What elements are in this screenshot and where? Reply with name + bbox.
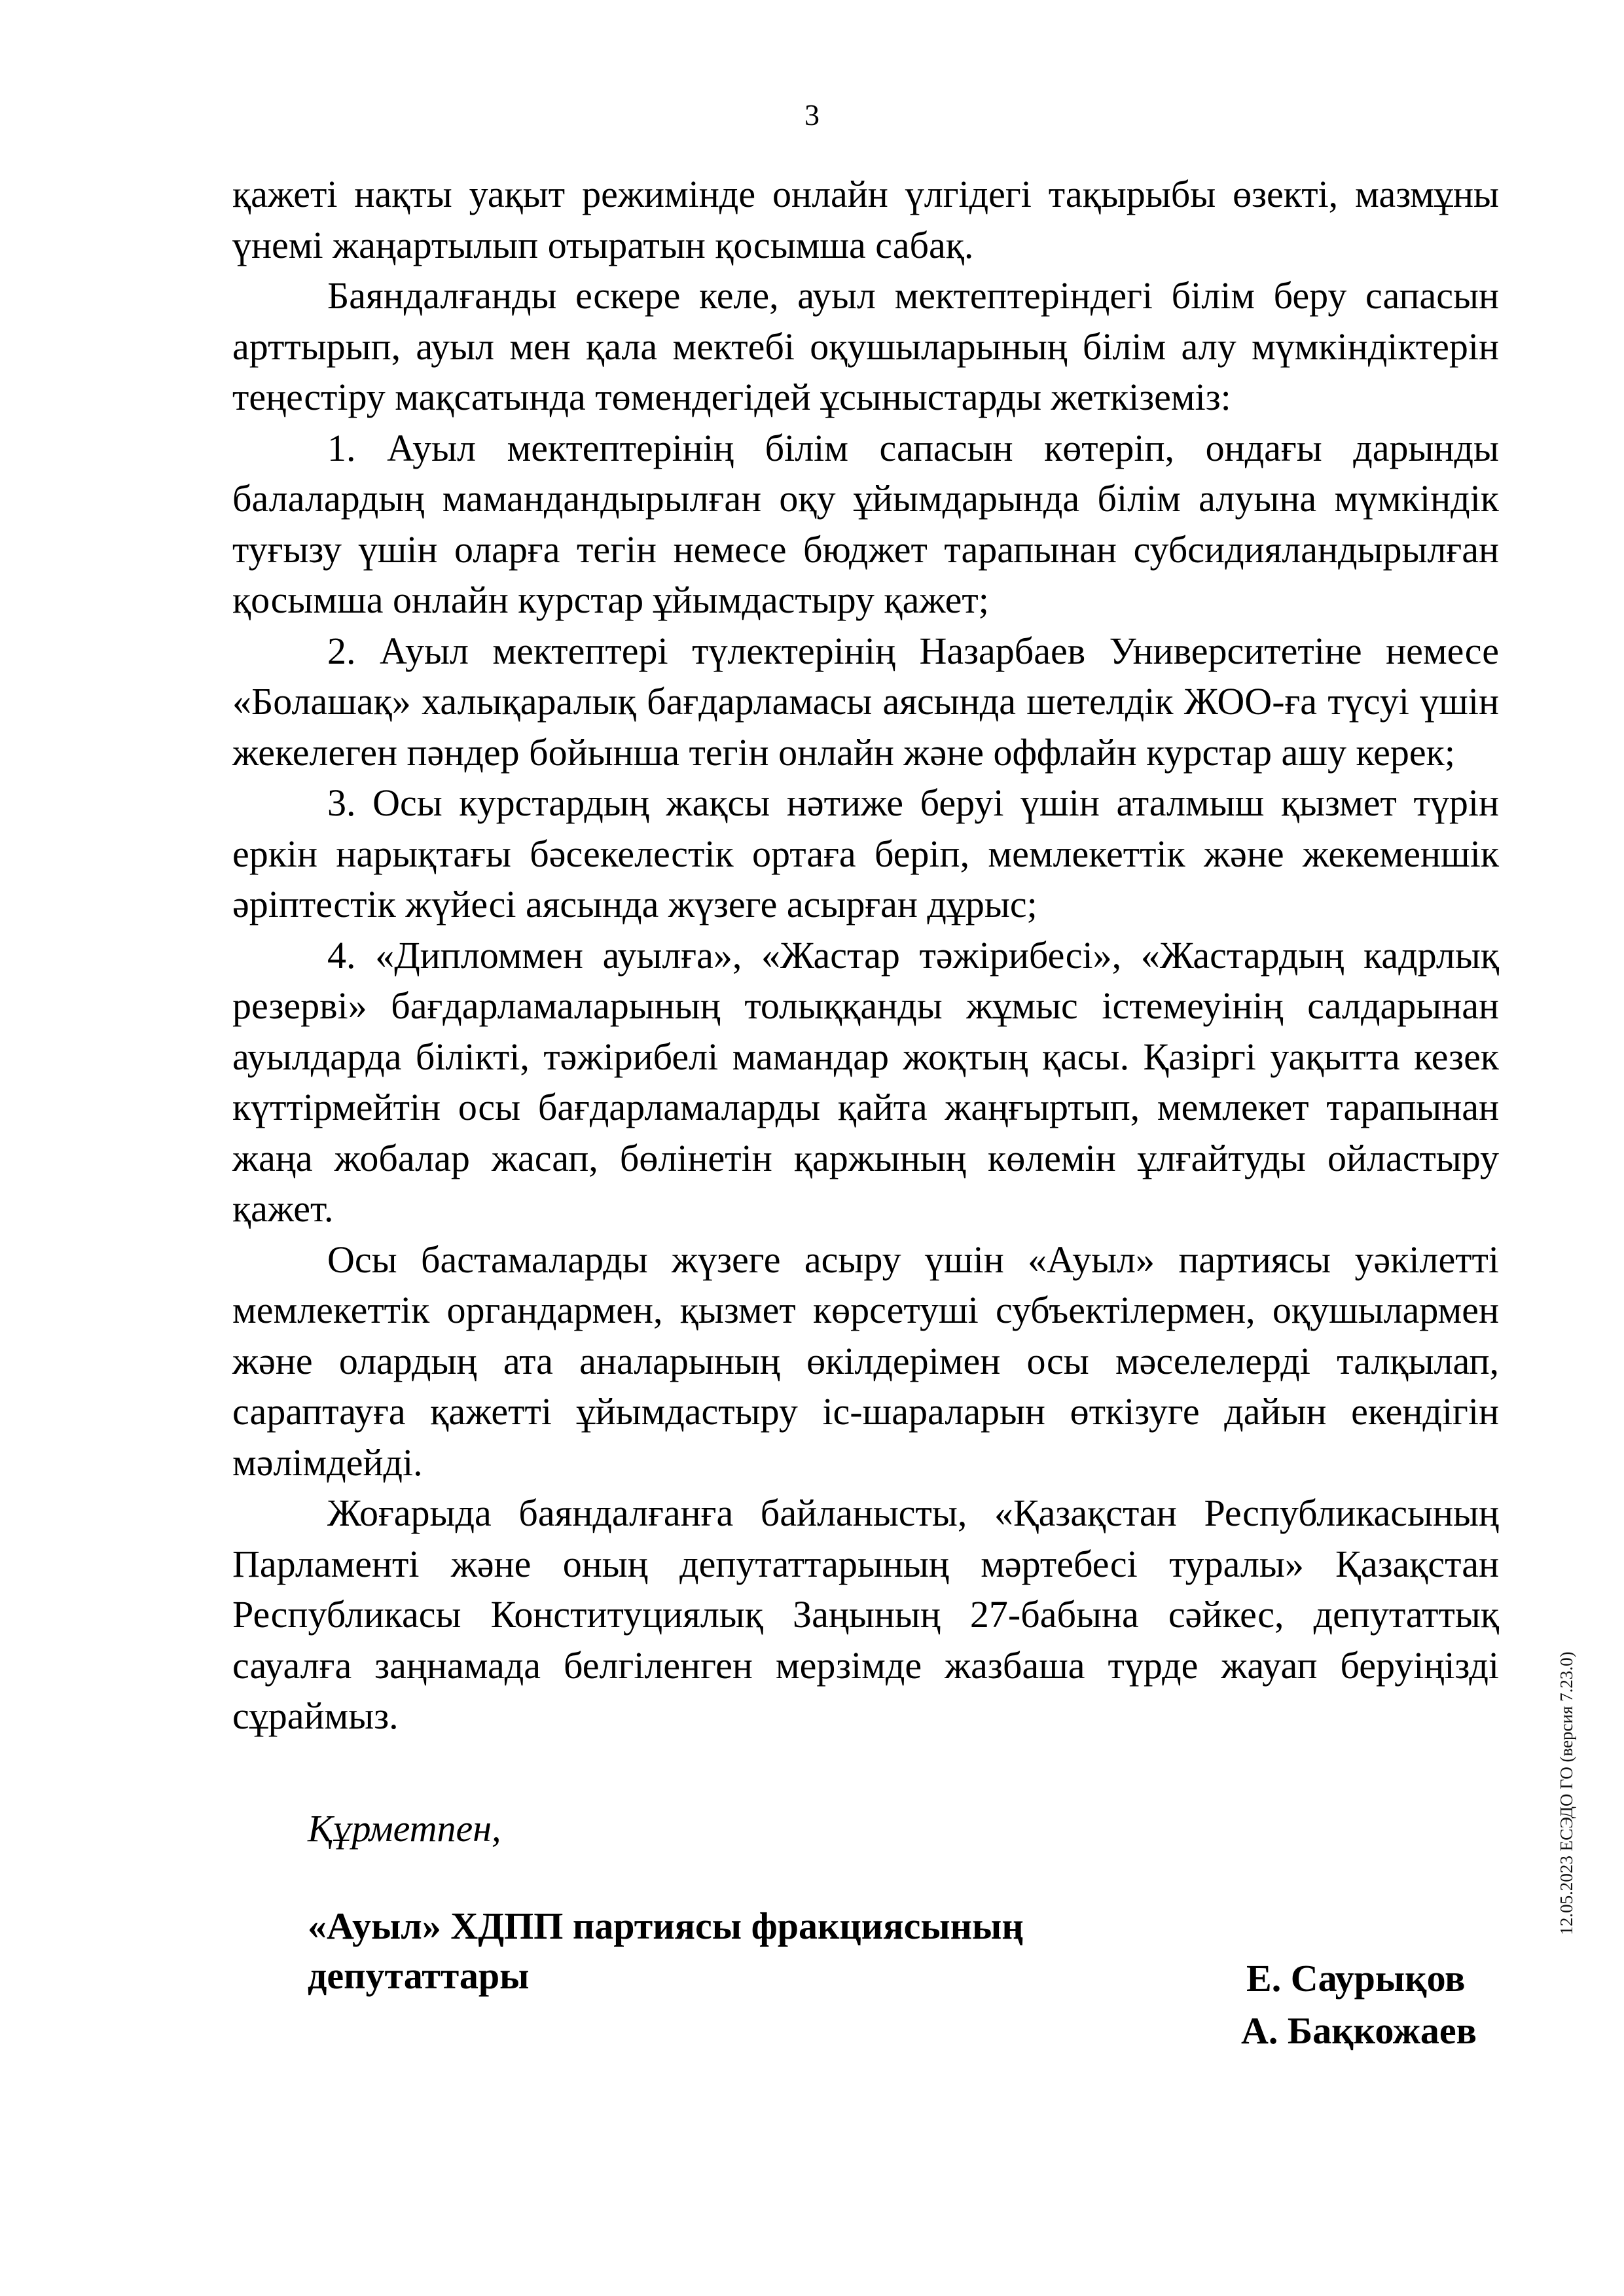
faction-signature-title: [308, 1901, 1024, 2001]
paragraph-continuation: қажеті нақты уақыт режимінде онлайн үлгідегі тақырыбы өзекті, мазмұны үнемі жаңартылып отыратын қосымша сабақ.: [232, 173, 1499, 266]
signers-list: [1241, 1952, 1477, 2057]
paragraph-request: Жоғарыда баяндалғанға байланысты, «Қазақстан Республикасының Парламенті және оның депутаттарының мәртебесі туралы» Қазақстан Республикасы Конституциялық Заңының 27-бабына сәйкес, депутаттық сауалға заңнамада белгіленген мерзімде жазбаша түрде жауап беруіңізді сұраймыз.: [232, 1492, 1499, 1737]
document-body: [232, 169, 1499, 1742]
page-number: 3: [804, 98, 820, 132]
signer-name-2: А. Бақкожаев: [1241, 2009, 1477, 2052]
paragraph-party-readiness: Осы бастамаларды жүзеге асыру үшін «Ауыл» партиясы уәкілетті мемлекеттік органдармен, қызмет көрсетуші субъектілермен, оқушылармен және олардың ата аналарының өкілдерімен осы мәселелерді талқылап, сараптауға қажетті ұйымдастыру іс-шараларын өткізуге дайын екендігін мәлімдейді.: [232, 1238, 1499, 1484]
closing-regards: Құрметпен,: [308, 1807, 501, 1850]
document-system-stamp: 12.05.2023 ЕСЭДО ГО (версия 7.23.0): [1557, 1651, 1576, 1935]
proposal-item-2: 2. Ауыл мектептері түлектерінің Назарбаев Университетіне немесе «Болашақ» халықаралық бағдарламасы аясында шетелдік ЖОО-ға түсуі үшін жекелеген пәндер бойынша тегін онлайн және оффлайн курстар ашу керек;: [232, 629, 1499, 774]
paragraph-intro-proposals: Баяндалғанды ескере келе, ауыл мектептеріндегі білім беру сапасын арттырып, ауыл мен қала мектебі оқушыларының білім алу мүмкіндіктерін теңестіру мақсатында төмендегідей ұсыныстарды жеткіземіз:: [232, 274, 1499, 418]
faction-line-2: депутаттары: [308, 1954, 530, 1997]
proposal-item-1: 1. Ауыл мектептерінің білім сапасын көтеріп, ондағы дарынды балалардың мамандандырылған оқу ұйымдарында білім алуына мүмкіндік туғызу үшін оларға тегін немесе бюджет тарапынан субсидияландырылған қосымша онлайн курстар ұйымдастыру қажет;: [232, 426, 1499, 621]
proposal-item-4: 4. «Дипломмен ауылға», «Жастар тәжірибесі», «Жастардың кадрлық резерві» бағдарламаларының толыққанды жұмыс істемеуінің салдарынан ауылдарда білікті, тәжірибелі мамандар жоқтың қасы. Қазіргі уақытта кезек күттірмейтін осы бағдарламаларды қайта жаңғыртып, мемлекет тарапынан жаңа жобалар жасап, бөлінетін қаржының көлемін ұлғайтуды ойластыру қажет.: [232, 933, 1499, 1230]
proposal-item-3: 3. Осы курстардың жақсы нәтиже беруі үшін аталмыш қызмет түрін еркін нарықтағы бәсекелестік ортаға беріп, мемлекеттік және жекеменшік әріптестік жүйесі аясында жүзеге асырған дұрыс;: [232, 781, 1499, 925]
faction-line-1: «Ауыл» ХДПП партиясы фракциясының: [308, 1905, 1024, 1947]
signer-name-1: Е. Саурықов: [1246, 1957, 1466, 2000]
